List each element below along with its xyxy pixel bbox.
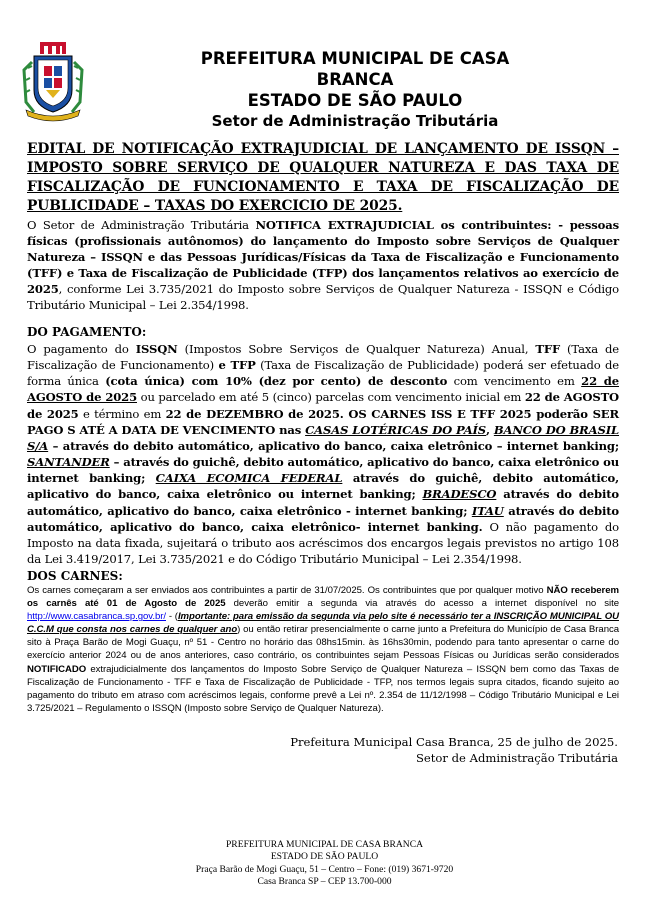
intro-text-3: , conforme Lei 3.735/2021 do Imposto sobre Serviços de Qualquer Natureza - ISSQN e Código Tributário Municipal – Lei 2.354/1998. (27, 282, 619, 312)
pag-s03: (Impostos Sobre Serviços de Qualquer Natureza) Anual, (177, 342, 536, 356)
footer-line-2: ESTADO DE SÃO PAULO (270, 851, 379, 862)
intro-text-1: O Setor de Administração Tributária (27, 218, 256, 232)
pag-s27: O não pagamento do Imposto na data fixada, sujeitará o tributo aos acréscimos dos encargos legais previstos no artigo 108 da Lei 3.419/2017, Lei 3.735/2021 e do Código Tributário Municipal – Lei 2.354/1998. (27, 519, 619, 567)
signature-department: Setor de Administração Tributária (415, 751, 618, 765)
municipal-coat-of-arms-icon (22, 40, 84, 122)
intro-text-2: NOTIFICA EXTRAJUDICIAL os contribuintes: - pessoas físicas (profissionais autônomos) do lançamento do Imposto sobre Serviços de Qualquer Natureza – ISSQN e das Pessoas Jurídicas/Físicas da Taxa de Fiscalização e Funcionamento (TFF) e Taxa de Fiscalização de Publicidade (TFP) dos lançamentos relativos ao exercício de 2025 (27, 218, 619, 296)
signature-place-date: Prefeitura Municipal Casa Branca, 25 de julho de 2025. (290, 735, 618, 749)
car-c07: ) ou então retirar presencialmente o carne junto a Prefeitura do Município de Casa Branca sito à Praça Barão de Mogi Guaçu, nº 51 - Centro no horário das 08hs15min. às 16hs30min, podendo para tanto apresentar o carne do exercício anterior 2024 ou de anos anteriores, caso contrário, os contribuintes sejam Pessoas Físicas ou Jurídicas serão considerados (27, 624, 620, 662)
pag-s17-banco-brasil: BANCO DO BRASIL S/A (27, 422, 620, 453)
pag-s20: – através do guichê, debito automático, aplicativo do banco, caixa eletrônico ou internet banking; (27, 455, 619, 486)
pag-s18: – através do debito automático, aplicativo do banco, caixa eletrônico – internet banking; (48, 438, 619, 453)
pag-s24: através do debito automático, aplicativo do banco, caixa eletrônico - internet banking; (27, 487, 619, 518)
car-c06-important: Importante: para emissão da segunda via pelo site é necessário ter a INSCRIÇÃO MUNICIPAL OU C.C.M que consta nos carnes de qualquer ano (27, 611, 619, 636)
pag-s11: ou parcelado em até 5 (cinco) parcelas com vencimento inicial em (137, 390, 525, 405)
pag-s04: TFF (535, 342, 561, 356)
pag-s01: O pagamento do (27, 342, 136, 356)
pag-s10-due-date: 22 de AGOSTO de 2025 (27, 374, 619, 405)
pag-s15-loterias: CASAS LOTÉRICAS DO PAÍS (305, 422, 487, 437)
header-line-1: PREFEITURA MUNICIPAL DE CASA (200, 49, 510, 68)
footer-line-1: PREFEITURA MUNICIPAL DE CASA BRANCA (225, 839, 424, 850)
edital-title: EDITAL DE NOTIFICAÇÃO EXTRAJUDICIAL DE LANÇAMENTO DE ISSQN – IMPOSTO SOBRE SERVIÇO DE QUALQUER NATUREZA E DAS TAXA DE FISCALIZAÇÃO DE FUNCIONAMENTO E TAXA DE FISCALIZAÇÃO DE PUBLICIDADE – TAXAS DO EXERCICIO DE 2025. (27, 141, 619, 214)
pag-s21-caixa: CAIXA ECOMICA FEDERAL (155, 471, 343, 486)
pag-s09: com vencimento em (447, 374, 582, 389)
pag-s23-bradesco: BRADESCO (422, 487, 497, 502)
carnes-paragraph (27, 584, 619, 715)
pagamento-paragraph (27, 341, 619, 567)
car-c08: NOTIFICADO (27, 663, 87, 675)
footer-address: Praça Barão de Mogi Guaçu, 51 – Centro – Fone: (019) 3671-9720 (195, 864, 454, 875)
pag-s26: através do debito automático, aplicativo do banco, caixa eletrônico- internet banking. (27, 503, 619, 534)
header-state: ESTADO DE SÃO PAULO (247, 91, 463, 110)
intro-paragraph (27, 217, 619, 313)
pag-s16: , (486, 422, 494, 437)
pag-s25-itau: ITAU (471, 503, 504, 518)
header-line-2: BRANCA (316, 70, 394, 89)
pag-s13: e término em (78, 406, 166, 421)
pag-s02: ISSQN (135, 342, 178, 356)
car-c01: Os carnes começaram a ser enviados aos contribuintes a partir de 31/07/2025. Os contribuintes que por qualquer motivo (27, 585, 547, 596)
pag-s05: (Taxa de Fiscalização de Funcionamento) (27, 342, 619, 373)
footer-cep: Casa Branca SP – CEP 13.700-000 (257, 876, 392, 887)
carnes-heading: DOS CARNES: (27, 569, 123, 583)
pag-s07: (Taxa de Fiscalização de Publicidade) poderá ser efetuado de forma única (27, 358, 620, 389)
car-c03: deverão emitir a segunda via através do acesso a internet disponível no site (225, 598, 619, 610)
pag-s06: e TFP (218, 358, 256, 373)
header-department: Setor de Administração Tributária (211, 112, 499, 130)
pag-s19-santander: SANTANDER (27, 455, 110, 470)
pag-s08: (cota única) com 10% (dez por cento) de desconto (105, 374, 448, 389)
pag-s14: 22 de DEZEMBRO de 2025. OS CARNES ISS E TFF 2025 poderão SER PAGO S ATÉ A DATA DE VENCIMENTO nas (27, 406, 619, 437)
pagamento-heading: DO PAGAMENTO: (27, 325, 147, 339)
pag-s12: 22 de AGOSTO de 2025 (27, 390, 619, 421)
car-c02: NÃO receberem os carnês até 01 de Agosto de 2025 (27, 585, 619, 610)
pag-s22: através do guichê, debito automático, aplicativo do banco, caixa eletrônico ou internet banking; (27, 471, 620, 502)
car-c09: extrajudicialmente dos lançamentos do Imposto Sobre Serviço de Qualquer Natureza – ISSQN bem como das Taxas de Fiscalização de Funcionamento - TFF e Taxa de Fiscalização de Publicidade - TFP, nos termos legais supra citados, ficando sujeito ao pagamento do tributo em atraso com acréscimos legais, conforme prevê a Lei nº. 2.354 de 11/12/1998 – Código Tributário Municipal e Lei 3.725/2021 – Regulamento o ISSQN (Imposto sobre Serviço de Qualquer Natureza). (27, 663, 619, 714)
car-c05: - ( (166, 611, 178, 623)
casabranca-website-link[interactable]: http://www.casabranca.sp.gov.br/ (27, 611, 166, 623)
